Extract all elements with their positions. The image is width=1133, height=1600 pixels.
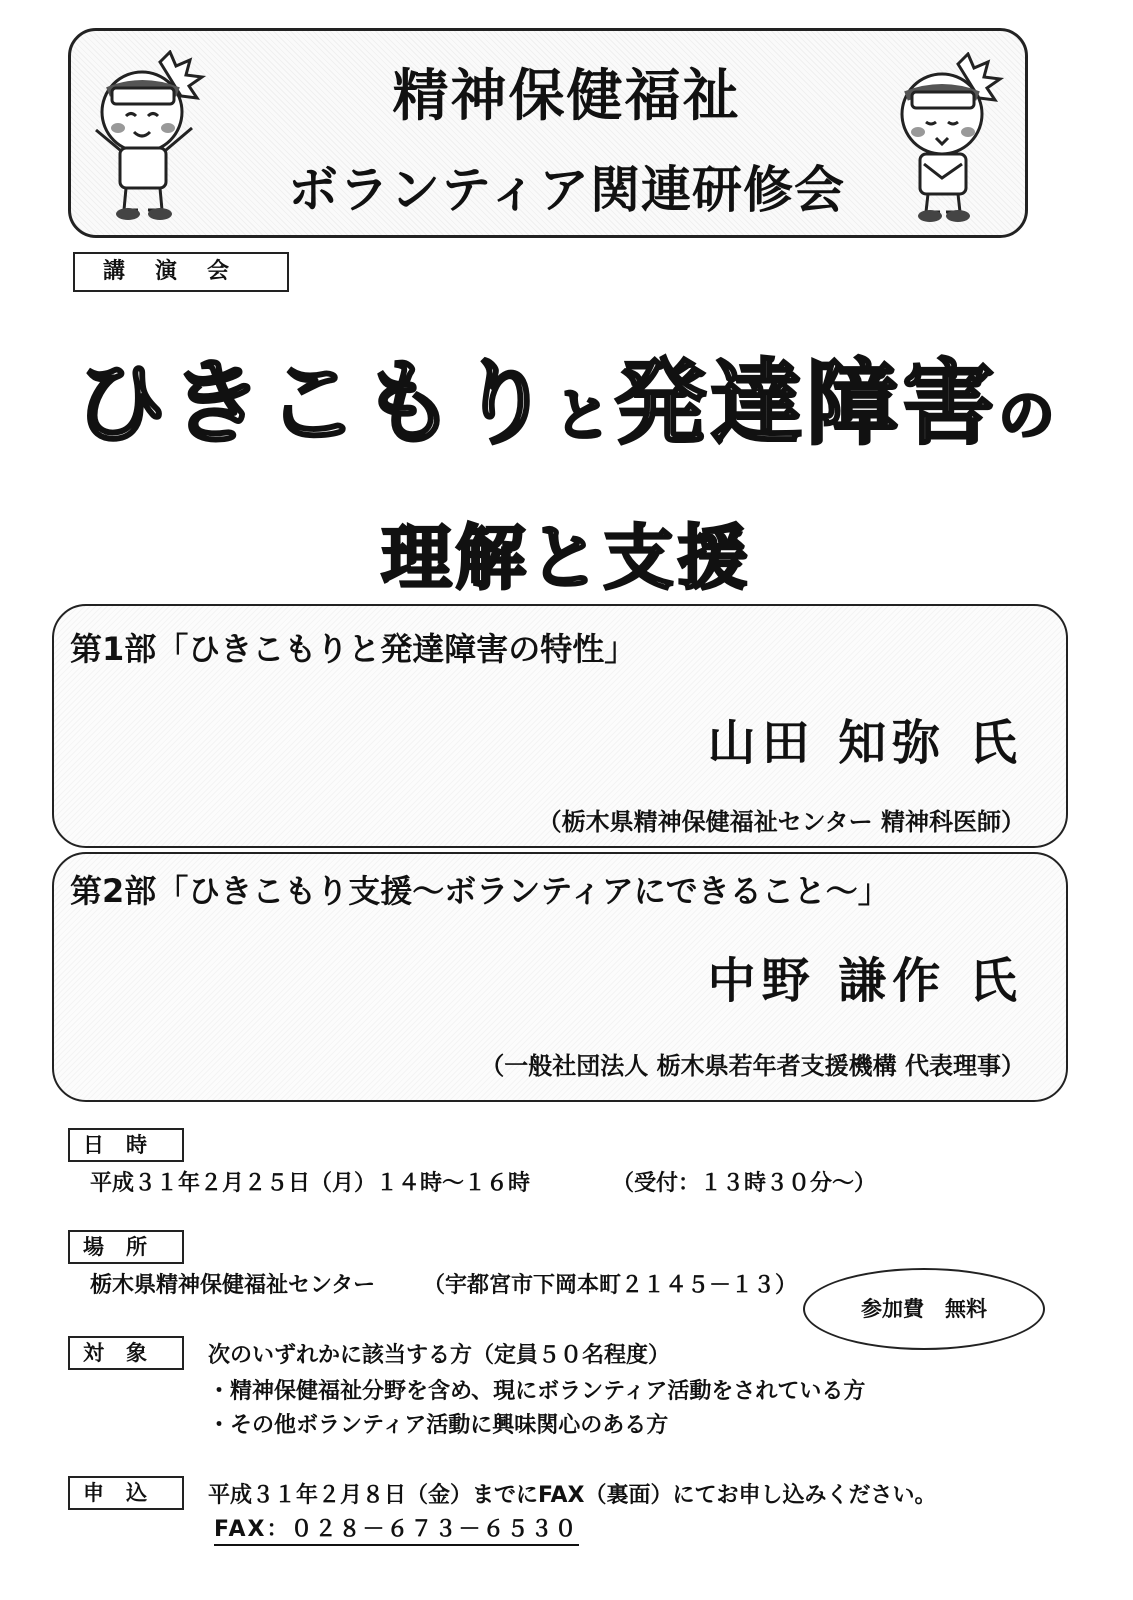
target-bullet: ・精神保健福祉分野を含め、現にボランティア活動をされている方 xyxy=(208,1379,866,1404)
part-1-speaker: 山田 知弥 氏 xyxy=(707,715,1023,771)
title-line-1: 精神保健福祉 xyxy=(392,64,741,129)
target-text: 次のいずれかに該当する方（定員５０名程度） xyxy=(208,1343,671,1368)
part-2-title: 第2部「ひきこもり支援～ボランティアにできること～」 xyxy=(70,872,890,910)
venue-name: 栃木県精神保健福祉センター xyxy=(90,1273,376,1298)
lecture-label: 講演会 xyxy=(73,252,289,292)
fee-badge: 参加費 無料 xyxy=(803,1268,1045,1350)
main-title-part-b: 発達障害 xyxy=(614,350,999,457)
fax-number: FAX：０２８－６７３－６５３０ xyxy=(214,1512,579,1546)
title-line-2: ボランティア関連研修会 xyxy=(288,161,845,219)
apply-label: 申込 xyxy=(68,1476,184,1510)
datetime-label: 日時 xyxy=(68,1128,184,1162)
part-2-affiliation: （一般社団法人 栃木県若年者支援機構 代表理事） xyxy=(480,1052,1025,1080)
target-bullet: ・その他ボランティア活動に興味関心のある方 xyxy=(208,1413,669,1438)
reception-time: （受付：１３時３０分～） xyxy=(612,1171,877,1196)
target-label: 対象 xyxy=(68,1336,184,1370)
main-title-part-a: ひきこもり xyxy=(74,350,555,457)
apply-text: 平成３１年２月８日（金）までにFAX（裏面）にてお申し込みください。 xyxy=(208,1483,937,1508)
datetime-value: 平成３１年２月２５日（月）１４時～１６時 xyxy=(90,1171,531,1196)
part-1-title: 第1部「ひきこもりと発達障害の特性」 xyxy=(70,630,637,668)
main-title-connector: と xyxy=(554,384,615,449)
part-1-affiliation: （栃木県精神保健福祉センター 精神科医師） xyxy=(537,808,1025,836)
main-title-line-2: 理解と支援 xyxy=(381,517,752,599)
main-title-line-1 xyxy=(0,330,1133,462)
part-2-speaker: 中野 謙作 氏 xyxy=(707,953,1023,1009)
venue-label: 場所 xyxy=(68,1230,184,1264)
main-title-particle: の xyxy=(998,384,1059,449)
venue-address: （宇都宮市下岡本町２１４５－１３） xyxy=(423,1273,798,1298)
